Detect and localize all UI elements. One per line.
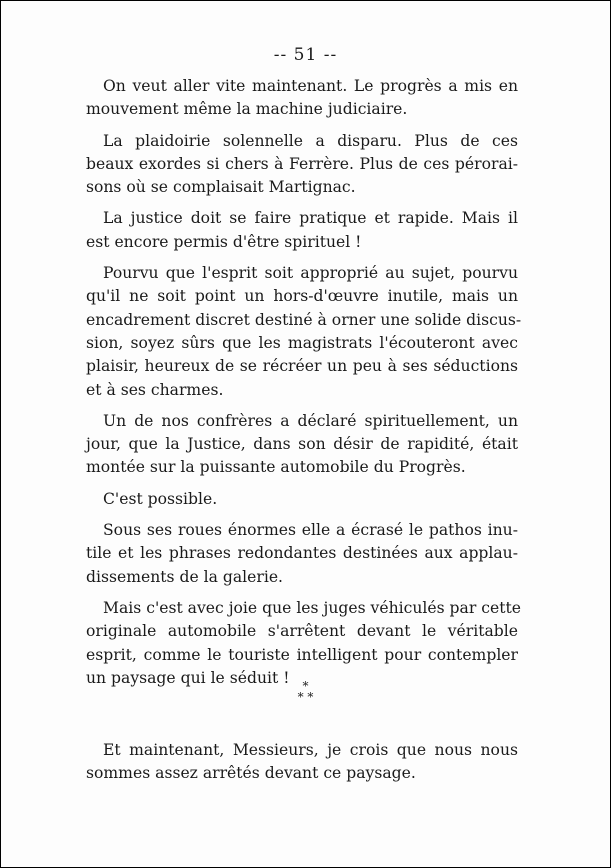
paragraph [86, 410, 518, 480]
text-line: esprit, comme le touriste intelligent pour contempler [86, 645, 518, 664]
text-line: sons où se complaisait Martignac. [86, 178, 356, 197]
text-line: un paysage qui le séduit ! [86, 668, 290, 687]
text-line: qu'il ne soit point un hors-d'œuvre inutile, mais un [86, 287, 518, 306]
text-line: La plaidoirie solennelle a disparu. Plus de ces [103, 131, 518, 150]
asterism-bottom: * * [297, 690, 314, 704]
text-line: encadrement discret destiné à orner une solide discus- [86, 310, 522, 329]
text-line: Sous ses roues énormes elle a écrasé le pathos inu- [103, 521, 518, 540]
text-line: est encore permis d'être spirituel ! [86, 232, 362, 251]
text-line: Un de nos confrères a déclaré spirituellement, un [103, 411, 518, 430]
text-line: plaisir, heureux de se récréer un peu à ses séductions [86, 357, 518, 376]
text-line: dissements de la galerie. [86, 567, 284, 586]
paragraph [86, 739, 518, 786]
text-line: mouvement même la machine judiciaire. [86, 100, 408, 119]
text-line: Et maintenant, Messieurs, je crois que nous nous [103, 741, 518, 759]
paragraph [86, 130, 518, 200]
asterism-top: * [302, 679, 309, 693]
asterism-divider [1, 681, 610, 703]
paragraph [86, 262, 522, 402]
text-line: montée sur la puissante automobile du Progrès. [86, 458, 466, 477]
text-line: Mais c'est avec joie que les juges véhiculés par cette [103, 598, 521, 617]
paragraph [86, 75, 518, 122]
text-line: Pourvu que l'esprit soit approprié au sujet, pourvu [103, 264, 518, 283]
paragraph [86, 519, 518, 589]
text-line: sommes assez arrêtés devant ce paysage. [86, 764, 416, 783]
text-line: sion, soyez sûrs que les magistrats l'écouteront avec [86, 333, 518, 352]
text-line: On veut aller vite maintenant. Le progrès a mis en [103, 77, 518, 95]
text-line: beaux exordes si chers à Ferrère. Plus de ces pérorai- [86, 154, 518, 173]
paragraph [86, 207, 518, 254]
body-text [86, 75, 522, 698]
text-line: La justice doit se faire pratique et rapide. Mais il [103, 209, 518, 228]
closing-text [86, 739, 518, 794]
text-line: et à ses charmes. [86, 380, 224, 399]
page-number: -- 51 -- [273, 45, 338, 65]
paragraph [86, 488, 518, 511]
text-line: originale automobile s'arrêtent devant le véritable [86, 622, 518, 641]
text-line: C'est possible. [103, 489, 218, 508]
paragraph [86, 597, 521, 690]
text-line: tile et les phrases redondantes destinées aux applau- [86, 544, 518, 563]
text-line: jour, que la Justice, dans son désir de rapidité, était [86, 435, 518, 454]
